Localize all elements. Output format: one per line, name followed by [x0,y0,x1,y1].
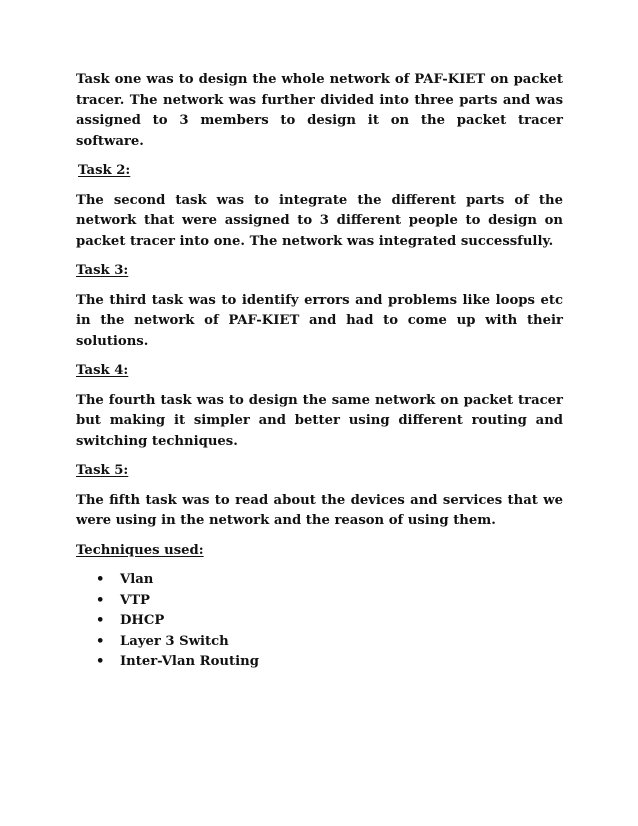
bullet-icon: • [96,572,105,587]
task-5-heading: Task 5: [76,463,129,478]
technique-label: DHCP [120,613,165,628]
list-item [96,591,563,612]
list-item [96,611,563,632]
list-item [96,632,563,653]
document-page [76,70,563,673]
list-item [96,570,563,591]
techniques-list [76,570,563,673]
technique-label: Vlan [120,572,154,587]
task-5-paragraph: The fifth task was to read about the devices and services that we were using in the network and the reason of using them. [76,492,563,528]
task-3-paragraph: The third task was to identify errors and problems like loops etc in the network of PAF-KIET and had to come up with their solutions. [76,292,563,349]
intro-paragraph: Task one was to design the whole network of PAF-KIET on packet tracer. The network was further divided into three parts and was assigned to 3 members to design it on the packet tracer software. [76,72,563,149]
task-3-heading: Task 3: [76,263,129,278]
technique-label: Inter-Vlan Routing [120,654,259,669]
bullet-icon: • [96,613,105,628]
technique-label: Layer 3 Switch [120,633,229,649]
list-item [96,652,563,673]
task-2-paragraph: The second task was to integrate the different parts of the network that were assigned to 3 different people to design on packet tracer into one. The network was integrated successfully. [76,192,563,249]
bullet-icon: • [96,592,105,608]
technique-label: VTP [120,592,150,608]
task-4-paragraph: The fourth task was to design the same network on packet tracer but making it simpler and better using different routing and switching techniques. [76,392,563,449]
task-4-heading: Task 4: [76,363,129,378]
techniques-heading: Techniques used: [76,542,204,558]
task-2-heading: Task 2: [78,163,131,178]
bullet-icon: • [96,654,105,669]
bullet-icon: • [96,633,105,649]
